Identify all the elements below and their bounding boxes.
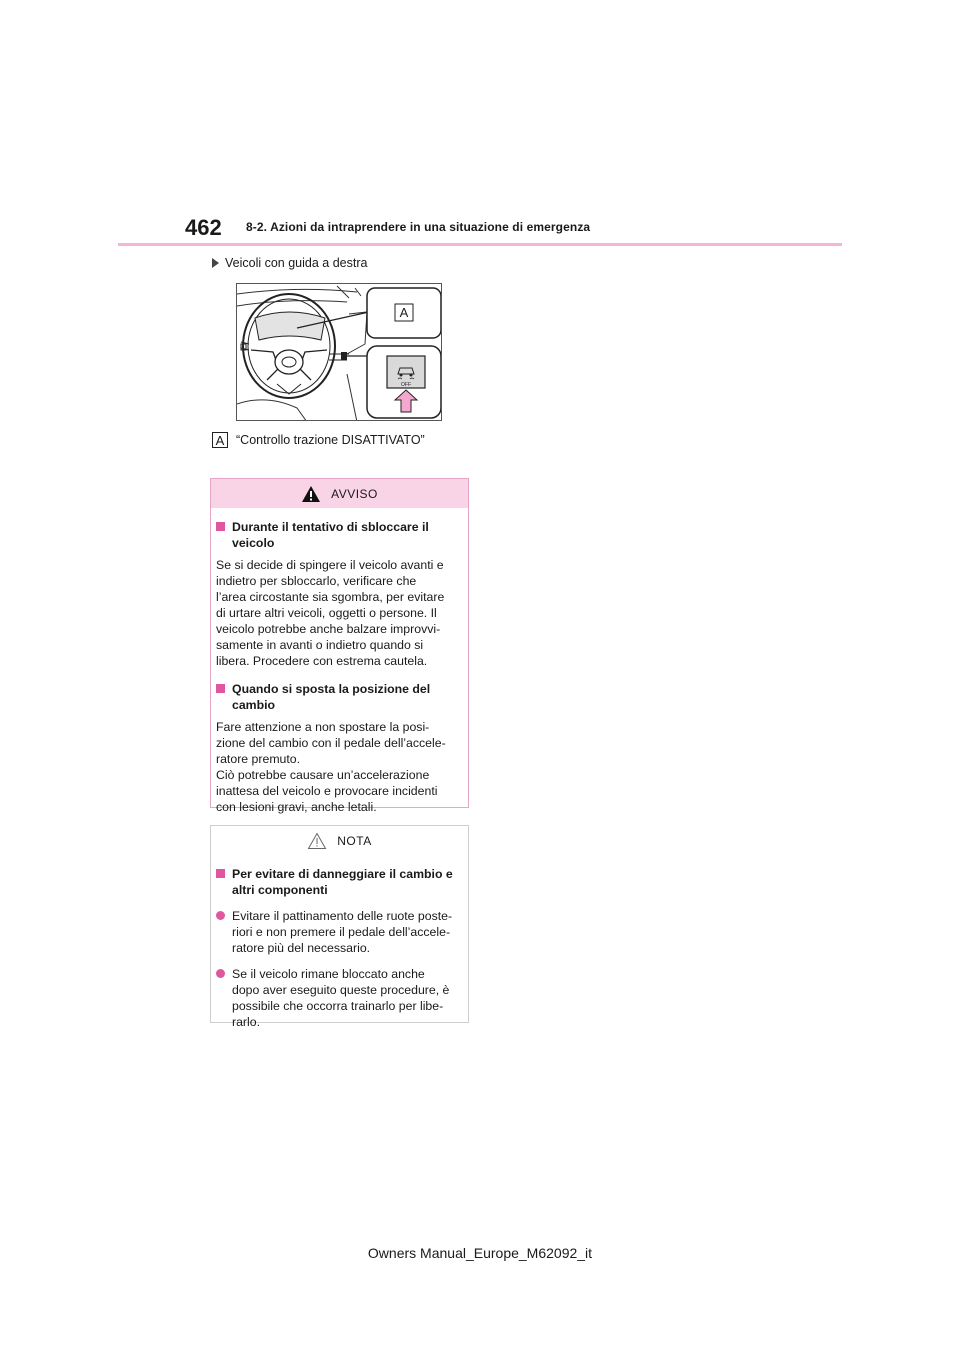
warning-triangle-icon (301, 485, 321, 503)
warning-heading-2: Quando si sposta la posizione del cambio (232, 682, 431, 712)
figure-callout-letter: A (399, 305, 409, 320)
warning-panel (210, 478, 469, 814)
steering-wheel-diagram (237, 284, 442, 421)
warning-subheading (216, 519, 460, 551)
note-header (211, 826, 468, 855)
round-bullet-icon (216, 911, 225, 920)
round-bullet-icon (216, 969, 225, 978)
square-bullet-icon (216, 869, 225, 878)
callout-text: “Controllo trazione DISATTIVATO” (236, 433, 425, 447)
callout-line (212, 432, 425, 448)
note-bullet-text: Se il veicolo rimane bloccato anche dopo aver eseguito queste procedure, è possibile che occorra trainarlo per libe- rarlo. (232, 967, 450, 1029)
square-bullet-icon (216, 522, 225, 531)
note-subheading (216, 866, 460, 898)
warning-subheading (216, 681, 460, 713)
warning-paragraph: Se si decide di spingere il veicolo avanti e indietro per sbloccarlo, verificare che l’area circostante sia sgombra, per evitare di urtare altri veicoli, oggetti o persone. Il veicolo potrebbe anche balzare improvvi- samente in avanti o indietro quando si libera. Procedere con estrema cautela. (216, 558, 445, 668)
square-bullet-icon (216, 684, 225, 693)
header-rule (118, 243, 842, 246)
note-bullet (216, 908, 460, 956)
warning-title: AVVISO (331, 486, 378, 501)
note-panel (210, 825, 469, 1029)
variant-line (212, 256, 367, 270)
page-number: 462 (185, 215, 222, 240)
note-bullet-text: Evitare il pattinamento delle ruote poste- riori e non premere il pedale dell’accele- ratore più del necessario. (232, 909, 453, 955)
warning-heading-1: Durante il tentativo di sbloccare il veicolo (232, 520, 429, 550)
dashboard-illustration (236, 283, 442, 421)
footer-text: Owners Manual_Europe_M62092_it (367, 1245, 593, 1261)
note-title: NOTA (337, 833, 372, 848)
note-bullet (216, 966, 460, 1030)
variant-label: Veicoli con guida a destra (225, 256, 368, 270)
note-heading: Per evitare di danneggiare il cambio e altri componenti (232, 867, 453, 897)
section-title: 8-2. Azioni da intraprendere in una situazione di emergenza (246, 220, 591, 234)
warning-header (211, 479, 468, 508)
triangle-bullet-icon (212, 258, 219, 268)
caution-outline-icon (307, 832, 327, 850)
switch-off-label: OFF (401, 382, 411, 388)
callout-letter-box: A (212, 432, 228, 448)
warning-paragraph: Fare attenzione a non spostare la posi- zione del cambio con il pedale dell’accele- ratore premuto. Ciò potrebbe causare un’accelerazione inattesa del veicolo e provocare incidenti con lesioni gravi, anche letali. (216, 720, 446, 814)
